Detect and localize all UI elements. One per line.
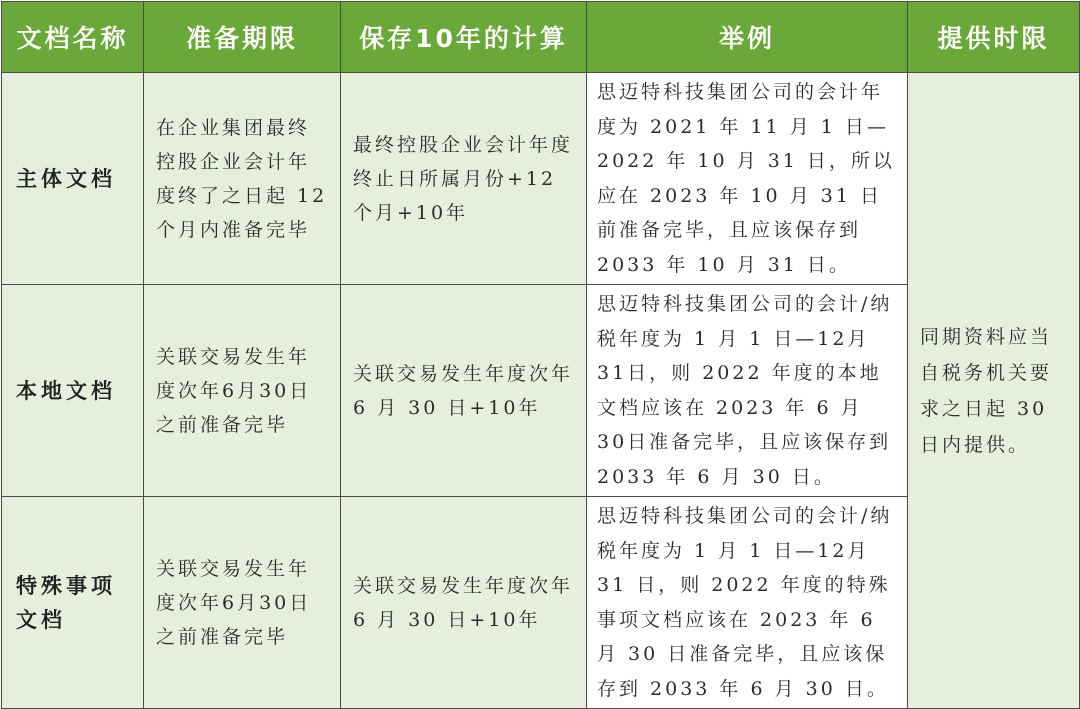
header-row (2, 2, 1080, 73)
doc-name-cell: 主体文档 (2, 73, 144, 285)
table-row-master-file (2, 73, 1080, 285)
prep-deadline-cell: 在企业集团最终控股企业会计年度终了之日起 12 个月内准备完毕 (144, 73, 341, 285)
example-cell: 思迈特科技集团公司的会计/纳税年度为 1 月 1 日—12月 31 日，则 2022 年度的特殊事项文档应该在 2023 年 6 月 30 日准备完毕，且应该保存到 2033 年 6 月 30 日。 (587, 497, 908, 709)
prep-deadline-cell: 关联交易发生年度次年6月30日之前准备完毕 (144, 285, 341, 497)
example-cell: 思迈特科技集团公司的会计年度为 2021 年 11 月 1 日—2022 年 10 月 31 日，所以应在 2023 年 10 月 31 日前准备完毕，且应该保存到 2033 年 10 月 31 日。 (587, 73, 908, 285)
prep-deadline-cell: 关联交易发生年度次年6月30日之前准备完毕 (144, 497, 341, 709)
retention-calc-cell: 最终控股企业会计年度终止日所属月份+12个月+10年 (341, 73, 587, 285)
documentation-deadline-table (1, 1, 1080, 709)
retention-calc-cell: 关联交易发生年度次年 6 月 30 日+10年 (341, 497, 587, 709)
header-doc-name: 文档名称 (2, 2, 144, 73)
retention-calc-cell: 关联交易发生年度次年 6 月 30 日+10年 (341, 285, 587, 497)
header-prep-deadline: 准备期限 (144, 2, 341, 73)
header-provide-deadline: 提供时限 (908, 2, 1080, 73)
provide-deadline-cell: 同期资料应当自税务机关要求之日起 30 日内提供。 (908, 73, 1080, 709)
header-example: 举例 (587, 2, 908, 73)
doc-name-cell: 特殊事项文档 (2, 497, 144, 709)
header-retention-calc: 保存10年的计算 (341, 2, 587, 73)
example-cell: 思迈特科技集团公司的会计/纳税年度为 1 月 1 日—12月31日，则 2022 年度的本地文档应该在 2023 年 6 月 30日准备完毕，且应该保存到 2033 年 6 月 30 日。 (587, 285, 908, 497)
doc-name-cell: 本地文档 (2, 285, 144, 497)
